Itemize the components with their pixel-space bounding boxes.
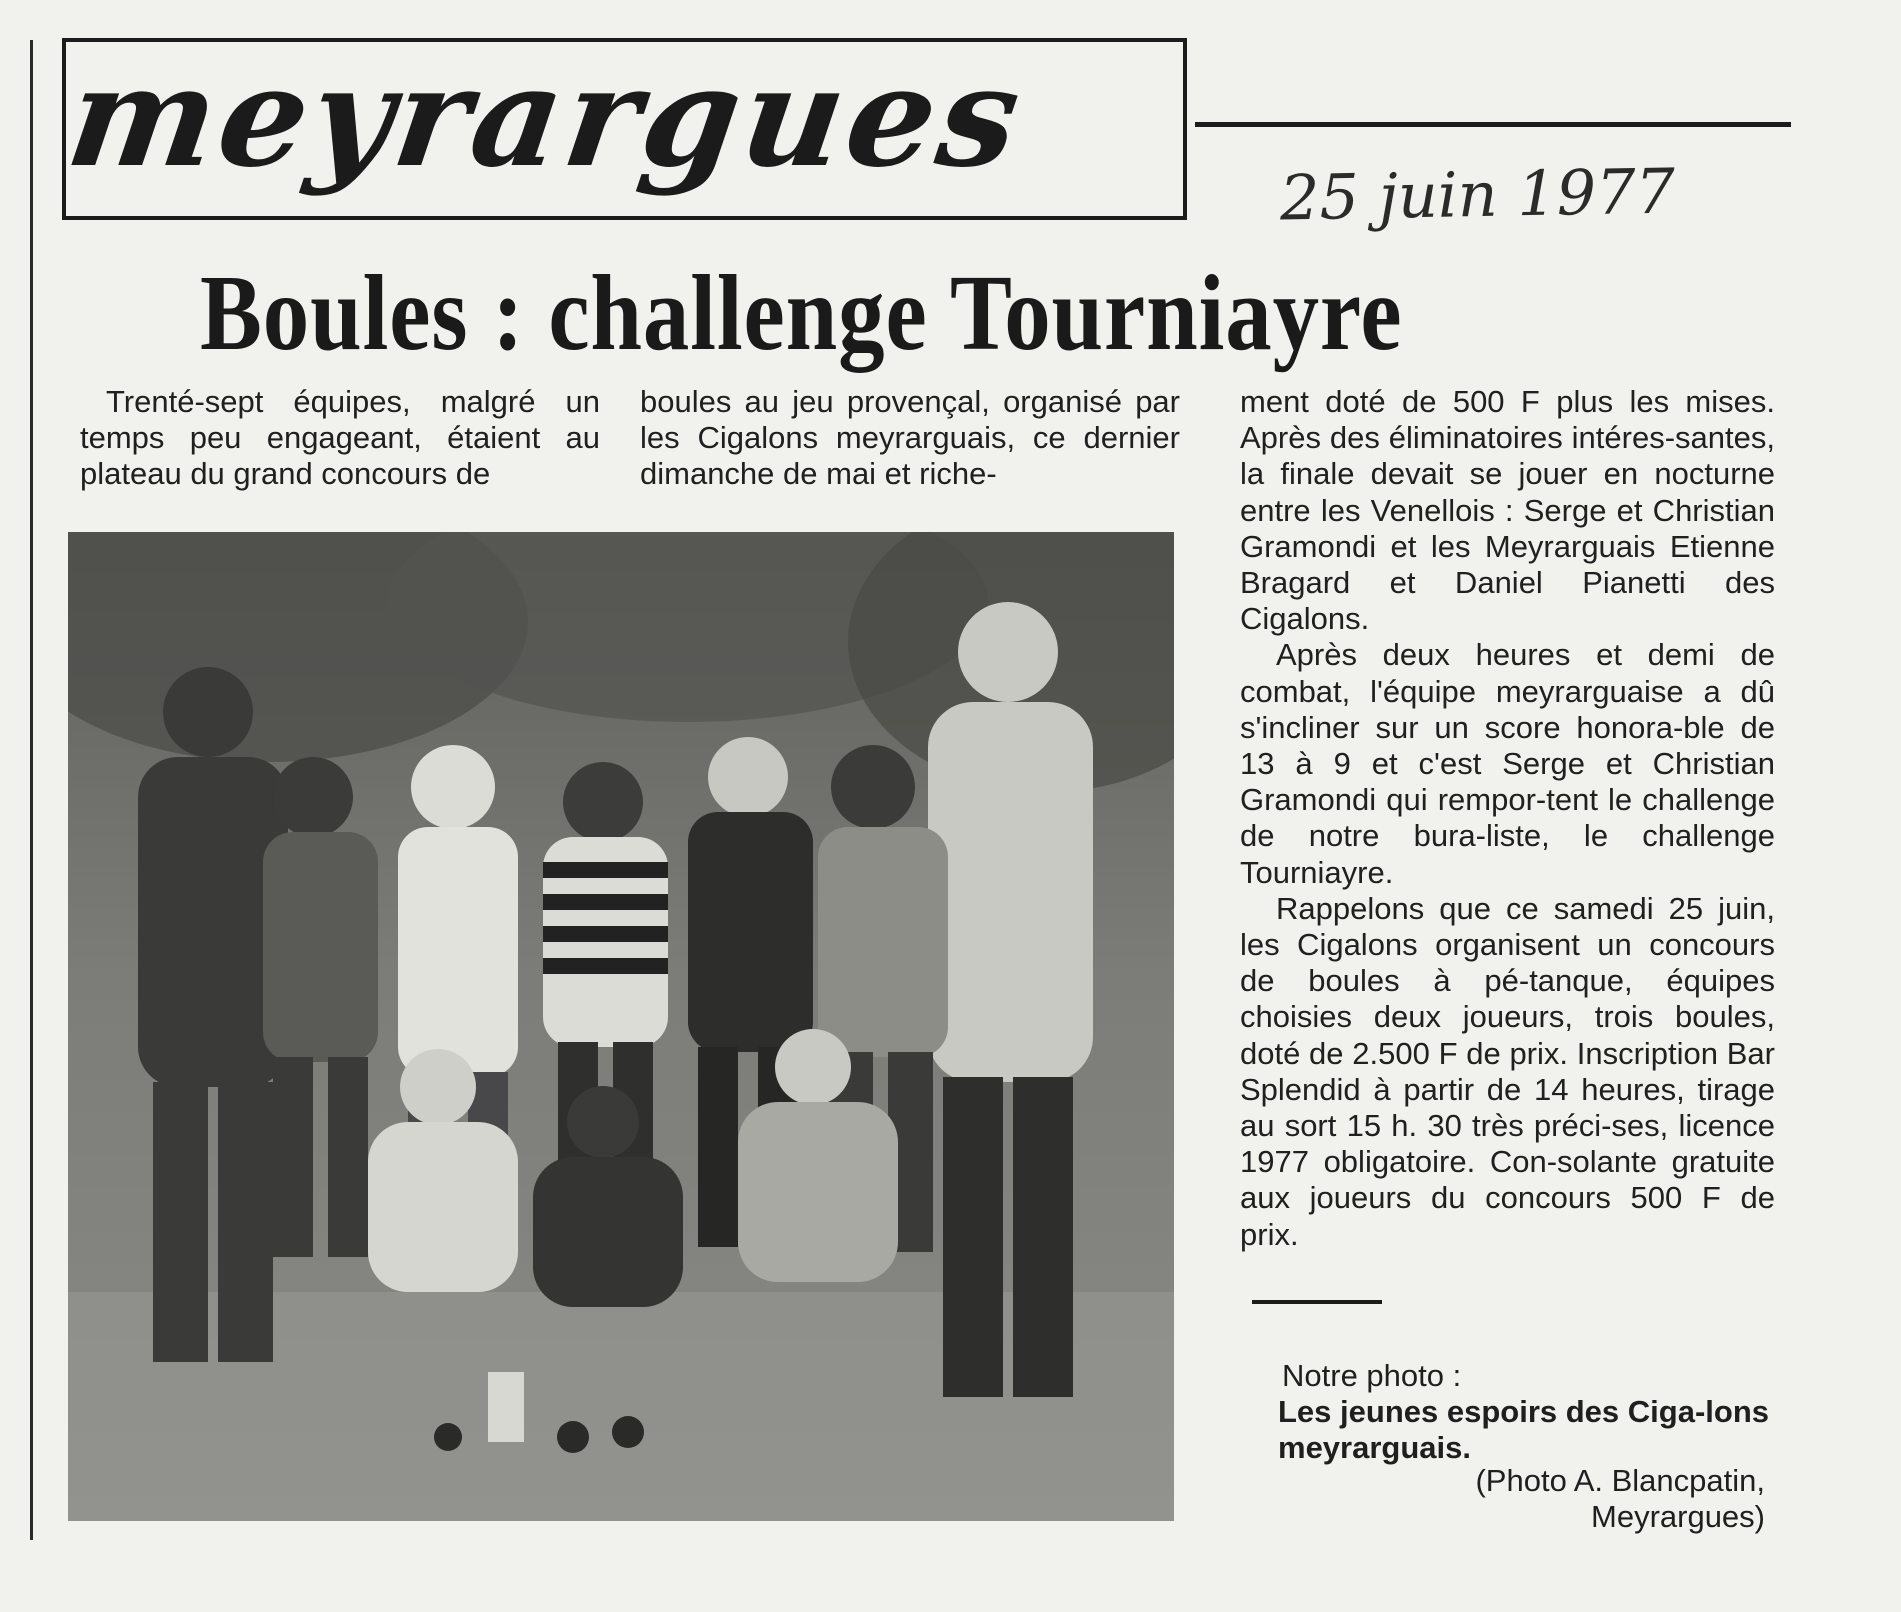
photo-credit-line-1: (Photo A. Blancpatin,	[1475, 1463, 1765, 1498]
paragraph-3: Rappelons que ce samedi 25 juin, les Cigalons organisent un concours de boules à pé-tanque, équipes choisies deux joueurs, trois boules, doté de 2.500 F de prix. Inscription Bar Splendid à partir de 14 heures, tirage au sort 15 h. 30 très préci-ses, licence 1977 obligatoire. Con-solante gratuite aux joueurs du concours 500 F de prix.	[1240, 890, 1775, 1252]
photo-credit	[1440, 1463, 1765, 1535]
article-headline: Boules : challenge Tourniayre	[200, 254, 1403, 373]
article-column-3	[1240, 384, 1775, 1253]
caption-rule	[1252, 1300, 1382, 1304]
photo-credit-line-2: Meyrargues)	[1591, 1499, 1765, 1534]
paragraph-1-start: Trenté-sept équipes, malgré un temps peu engageant, étaient au plateau du grand concours de	[80, 384, 600, 492]
article-column-2	[640, 384, 1180, 493]
paragraph-1-continued: boules au jeu provençal, organisé par les Cigalons meyrarguais, ce dernier dimanche de mai et riche-	[640, 384, 1180, 492]
article-column-1	[80, 384, 600, 493]
masthead-rule	[1195, 122, 1791, 127]
group-photo	[68, 532, 1174, 1521]
paragraph-2: Après deux heures et demi de combat, l'équipe meyrarguaise a dû s'incliner sur un score honora-ble de 13 à 9 et c'est Serge et Christian Gramondi qui rempor-tent le challenge de notre bura-liste, le challenge Tourniayre.	[1240, 637, 1775, 890]
paragraph-1-end: ment doté de 500 F plus les mises. Après des éliminatoires intéres-santes, la finale devait se jouer en nocturne entre les Venellois : Serge et Christian Gramondi et les Meyrarguais Etienne Bragard et Daniel Pianetti des Cigalons.	[1240, 384, 1775, 637]
handwritten-date: 25 juin 1977	[1279, 154, 1676, 235]
photo-caption	[1278, 1358, 1778, 1466]
caption-intro: Notre photo :	[1282, 1358, 1462, 1393]
caption-text: Les jeunes espoirs des Ciga-lons meyrarguais.	[1278, 1394, 1769, 1465]
group-photo-illustration	[68, 532, 1174, 1521]
left-border-rule	[30, 40, 33, 1540]
masthead-title: meyrargues	[58, 35, 1033, 198]
